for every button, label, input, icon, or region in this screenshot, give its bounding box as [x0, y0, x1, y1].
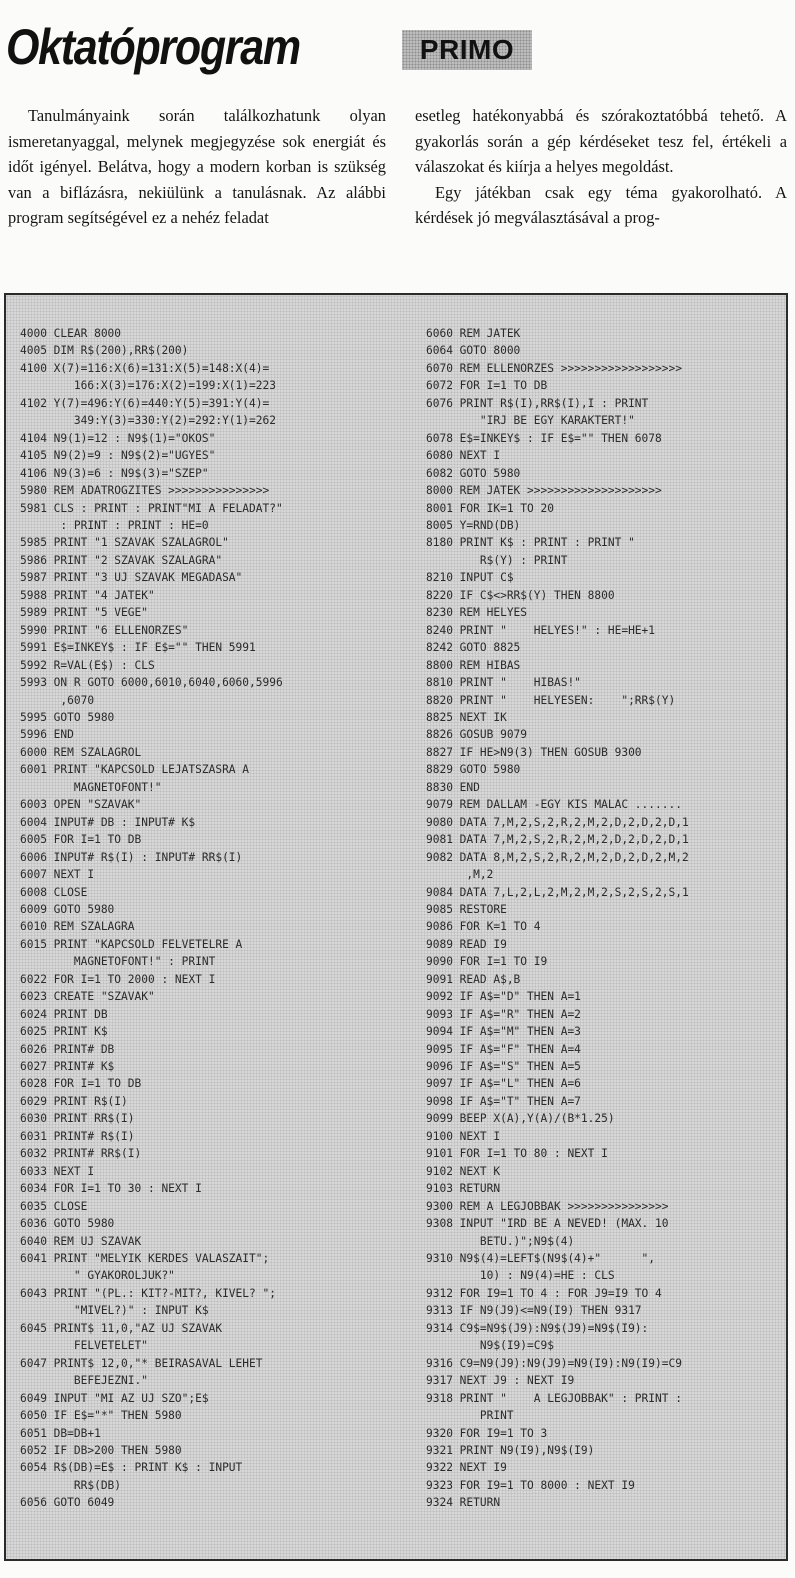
- code-line: 6028 FOR I=1 TO DB: [20, 1077, 142, 1091]
- code-line: MAGNETOFONT!": [20, 780, 162, 794]
- code-line: 9092 IF A$="D" THEN A=1: [426, 990, 581, 1004]
- code-line: : PRINT : PRINT : HE=0: [20, 518, 209, 532]
- code-line: 5986 PRINT "2 SZAVAK SZALAGRA": [20, 553, 223, 567]
- code-line: 10) : N9(4)=HE : CLS: [426, 1269, 615, 1283]
- code-line: 8210 INPUT C$: [426, 571, 514, 585]
- code-line: 6041 PRINT "MELYIK KERDES VALASZAIT";: [20, 1252, 270, 1266]
- code-line: 6047 PRINT$ 12,0,"* BEIRASAVAL LEHET: [20, 1356, 263, 1370]
- intro-paragraph-2: Egy játékban csak egy téma gyakorolható. A kérdések jó megválasztásával a prog-: [415, 182, 787, 227]
- code-line: 6035 CLOSE: [20, 1199, 88, 1213]
- code-line: 8001 FOR IK=1 TO 20: [426, 501, 554, 515]
- code-line: 6015 PRINT "KAPCSOLD FELVETELRE A: [20, 937, 243, 951]
- code-line: 9090 FOR I=1 TO I9: [426, 955, 548, 969]
- code-line: 9313 IF N9(J9)<=N9(I9) THEN 9317: [426, 1304, 642, 1318]
- code-line: 6040 REM UJ SZAVAK: [20, 1234, 142, 1248]
- code-line: 349:Y(3)=330:Y(2)=292:Y(1)=262: [20, 414, 276, 428]
- code-line: 9324 RETURN: [426, 1496, 501, 1510]
- code-line: 4102 Y(7)=496:Y(6)=440:Y(5)=391:Y(4)=: [20, 396, 270, 410]
- code-line: 9080 DATA 7,M,2,S,2,R,2,M,2,D,2,D,2,D,1: [426, 815, 689, 829]
- code-line: 8829 GOTO 5980: [426, 763, 521, 777]
- code-line: 4100 X(7)=116:X(6)=131:X(5)=148:X(4)=: [20, 361, 270, 375]
- code-line: 9317 NEXT J9 : NEXT I9: [426, 1374, 575, 1388]
- code-line: 9082 DATA 8,M,2,S,2,R,2,M,2,D,2,D,2,M,2: [426, 850, 689, 864]
- code-line: 6024 PRINT DB: [20, 1007, 108, 1021]
- code-line: 6052 IF DB>200 THEN 5980: [20, 1444, 182, 1457]
- code-line: 9081 DATA 7,M,2,S,2,R,2,M,2,D,2,D,2,D,1: [426, 833, 689, 847]
- code-line: 6030 PRINT RR$(I): [20, 1112, 135, 1126]
- code-line: 8825 NEXT IK: [426, 710, 507, 724]
- code-line: 5980 REM ADATROGZITES >>>>>>>>>>>>>>>: [20, 484, 270, 498]
- code-line: 9098 IF A$="T" THEN A=7: [426, 1094, 581, 1108]
- code-line: 6001 PRINT "KAPCSOLD LEJATSZASRA A: [20, 763, 250, 777]
- code-line: 8180 PRINT K$ : PRINT : PRINT ": [426, 536, 635, 550]
- intro-column-left: [8, 103, 386, 231]
- code-line: 9321 PRINT N9(I9),N9$(I9): [426, 1444, 595, 1457]
- code-line: 4104 N9(1)=12 : N9$(1)="OKOS": [20, 431, 216, 445]
- code-line: 9084 DATA 7,L,2,L,2,M,2,M,2,S,2,S,2,S,1: [426, 885, 689, 899]
- code-line: ,6070: [20, 693, 95, 707]
- code-line: 5988 PRINT "4 JATEK": [20, 588, 155, 602]
- code-line: N9$(I9)=C9$: [426, 1339, 554, 1353]
- code-line: 9310 N9$(4)=LEFT$(N9$(4)+" ",: [426, 1252, 656, 1266]
- code-line: 6064 GOTO 8000: [426, 344, 521, 358]
- code-line: 6036 GOTO 5980: [20, 1217, 115, 1231]
- code-line: 8240 PRINT " HELYES!" : HE=HE+1: [426, 623, 656, 637]
- code-line: 9101 FOR I=1 TO 80 : NEXT I: [426, 1147, 608, 1161]
- code-line: 6033 NEXT I: [20, 1164, 95, 1178]
- code-line: 6050 IF E$="*" THEN 5980: [20, 1409, 182, 1423]
- code-line: 5987 PRINT "3 UJ SZAVAK MEGADASA": [20, 571, 243, 585]
- code-line: 6032 PRINT# RR$(I): [20, 1147, 142, 1161]
- code-line: 4005 DIM R$(200),RR$(200): [20, 344, 189, 358]
- code-line: RR$(DB): [20, 1478, 122, 1492]
- code-line: 4105 N9(2)=9 : N9$(2)="UGYES": [20, 449, 216, 463]
- code-line: 8242 GOTO 8825: [426, 641, 521, 655]
- code-line: 6078 E$=INKEY$ : IF E$="" THEN 6078: [426, 431, 662, 445]
- code-line: 9102 NEXT K: [426, 1164, 501, 1178]
- code-line: 5992 R=VAL(E$) : CLS: [20, 658, 155, 672]
- code-line: 6022 FOR I=1 TO 2000 : NEXT I: [20, 972, 216, 986]
- code-line: 9079 REM DALLAM -EGY KIS MALAC .......: [426, 798, 682, 812]
- code-line: MAGNETOFONT!" : PRINT: [20, 955, 216, 969]
- code-line: 6023 CREATE "SZAVAK": [20, 990, 155, 1004]
- code-line: ,M,2: [426, 868, 494, 882]
- code-line: 6003 OPEN "SZAVAK": [20, 798, 142, 812]
- code-line: 8827 IF HE>N9(3) THEN GOSUB 9300: [426, 745, 642, 759]
- code-line: 6006 INPUT# R$(I) : INPUT# RR$(I): [20, 850, 243, 864]
- code-line: 5991 E$=INKEY$ : IF E$="" THEN 5991: [20, 641, 256, 655]
- code-line: 6045 PRINT$ 11,0,"AZ UJ SZAVAK: [20, 1321, 223, 1335]
- code-line: 9095 IF A$="F" THEN A=4: [426, 1042, 581, 1056]
- code-line: 8820 PRINT " HELYESEN: ";RR$(Y): [426, 693, 676, 707]
- code-line: 6009 GOTO 5980: [20, 902, 115, 916]
- code-line: 8826 GOSUB 9079: [426, 728, 528, 742]
- primo-badge: PRIMO: [402, 30, 532, 70]
- code-line: 8220 IF C$<>RR$(Y) THEN 8800: [426, 588, 615, 602]
- code-line: 9312 FOR I9=1 TO 4 : FOR J9=I9 TO 4: [426, 1286, 662, 1300]
- code-line: 5981 CLS : PRINT : PRINT"MI A FELADAT?": [20, 501, 283, 515]
- code-line: 9096 IF A$="S" THEN A=5: [426, 1060, 581, 1074]
- code-line: 5995 GOTO 5980: [20, 710, 115, 724]
- code-line: 6054 R$(DB)=E$ : PRINT K$ : INPUT: [20, 1461, 243, 1475]
- code-line: 8005 Y=RND(DB): [426, 518, 521, 532]
- code-line: 9100 NEXT I: [426, 1129, 501, 1143]
- code-line: 5996 END: [20, 728, 74, 742]
- code-line: 6007 NEXT I: [20, 868, 95, 882]
- code-line: PRINT: [426, 1409, 514, 1423]
- code-line: 5993 ON R GOTO 6000,6010,6040,6060,5996: [20, 676, 283, 690]
- code-line: " GYAKOROLJUK?": [20, 1269, 175, 1283]
- code-line: 6043 PRINT "(PL.: KIT?-MIT?, KIVEL? ";: [20, 1286, 276, 1300]
- code-line: 6060 REM JATEK: [426, 327, 521, 340]
- code-line: 6029 PRINT R$(I): [20, 1094, 128, 1108]
- code-line: 6056 GOTO 6049: [20, 1496, 115, 1510]
- code-line: 8830 END: [426, 780, 480, 794]
- intro-paragraph-1-continued: esetleg hatékonyabbá és szórakoztatóbbá tehető. A gyakorlás során a gép kérdéseket tesz fel, értékeli a válaszokat és kiírja a helyes megoldást.: [415, 106, 787, 176]
- code-line: BEFEJEZNI.": [20, 1374, 148, 1388]
- program-listing-panel: [4, 293, 788, 1561]
- code-line: 4106 N9(3)=6 : N9$(3)="SZEP": [20, 466, 209, 480]
- code-line: "IRJ BE EGY KARAKTERT!": [426, 414, 635, 428]
- code-line: 9085 RESTORE: [426, 902, 507, 916]
- code-line: 9300 REM A LEGJOBBAK >>>>>>>>>>>>>>>: [426, 1199, 669, 1213]
- code-line: BETU.)";N9$(4): [426, 1234, 575, 1248]
- code-line: 9094 IF A$="M" THEN A=3: [426, 1025, 581, 1039]
- code-line: 6049 INPUT "MI AZ UJ SZO";E$: [20, 1391, 209, 1405]
- code-line: 9314 C9$=N9$(J9):N9$(J9)=N9$(I9):: [426, 1321, 649, 1335]
- code-line: FELVETELET": [20, 1339, 148, 1353]
- code-line: 6004 INPUT# DB : INPUT# K$: [20, 815, 196, 829]
- code-line: 6072 FOR I=1 TO DB: [426, 379, 548, 393]
- code-line: "MIVEL?)" : INPUT K$: [20, 1304, 209, 1318]
- code-line: 6080 NEXT I: [426, 449, 501, 463]
- code-line: 5989 PRINT "5 VEGE": [20, 606, 148, 620]
- code-line: 9308 INPUT "IRD BE A NEVED! (MAX. 10: [426, 1217, 669, 1231]
- code-line: 8810 PRINT " HIBAS!": [426, 676, 581, 690]
- code-line: 9091 READ A$,B: [426, 972, 521, 986]
- code-line: R$(Y) : PRINT: [426, 553, 568, 567]
- code-line: 9097 IF A$="L" THEN A=6: [426, 1077, 581, 1091]
- code-line: 9086 FOR K=1 TO 4: [426, 920, 541, 934]
- code-line: 9089 READ I9: [426, 937, 507, 951]
- code-line: 8800 REM HIBAS: [426, 658, 521, 672]
- code-line: 6070 REM ELLENORZES >>>>>>>>>>>>>>>>>>: [426, 361, 682, 375]
- code-line: 6051 DB=DB+1: [20, 1426, 101, 1440]
- code-line: 6005 FOR I=1 TO DB: [20, 833, 142, 847]
- code-line: 5990 PRINT "6 ELLENORZES": [20, 623, 189, 637]
- code-line: 6027 PRINT# K$: [20, 1060, 115, 1074]
- article-title: Oktatóprogram: [6, 19, 300, 75]
- code-line: 9318 PRINT " A LEGJOBBAK" : PRINT :: [426, 1391, 682, 1405]
- intro-column-right: [415, 103, 787, 231]
- code-line: 4000 CLEAR 8000: [20, 327, 122, 340]
- code-line: 8230 REM HELYES: [426, 606, 528, 620]
- code-line: 9103 RETURN: [426, 1182, 501, 1196]
- code-line: 6082 GOTO 5980: [426, 466, 521, 480]
- intro-paragraph-1: Tanulmányaink során találkozhatunk olyan ismeretanyaggal, melynek megjegyzése sok energiát és időt igényel. Belátva, hogy a modern korban is szükség van a biflázásra, nekiülünk a tanulásnak. Az alábbi program segítségével ez a nehéz feladat: [8, 106, 386, 227]
- code-line: 6076 PRINT R$(I),RR$(I),I : PRINT: [426, 396, 649, 410]
- listing-column-right: [426, 325, 788, 1512]
- code-line: 6010 REM SZALAGRA: [20, 920, 135, 934]
- code-line: 9093 IF A$="R" THEN A=2: [426, 1007, 581, 1021]
- code-line: 9322 NEXT I9: [426, 1461, 507, 1475]
- code-line: 6025 PRINT K$: [20, 1025, 108, 1039]
- code-line: 6026 PRINT# DB: [20, 1042, 115, 1056]
- code-line: 6034 FOR I=1 TO 30 : NEXT I: [20, 1182, 202, 1196]
- code-line: 8000 REM JATEK >>>>>>>>>>>>>>>>>>>>: [426, 484, 662, 498]
- code-line: 9320 FOR I9=1 TO 3: [426, 1426, 548, 1440]
- code-line: 166:X(3)=176:X(2)=199:X(1)=223: [20, 379, 276, 393]
- code-line: 9316 C9=N9(J9):N9(J9)=N9(I9):N9(I9)=C9: [426, 1356, 682, 1370]
- code-line: 6031 PRINT# R$(I): [20, 1129, 135, 1143]
- listing-column-left: [20, 325, 410, 1512]
- code-line: 5985 PRINT "1 SZAVAK SZALAGROL": [20, 536, 229, 550]
- code-line: 6008 CLOSE: [20, 885, 88, 899]
- code-line: 9323 FOR I9=1 TO 8000 : NEXT I9: [426, 1478, 635, 1492]
- code-line: 9099 BEEP X(A),Y(A)/(B*1.25): [426, 1112, 615, 1126]
- code-line: 6000 REM SZALAGROL: [20, 745, 142, 759]
